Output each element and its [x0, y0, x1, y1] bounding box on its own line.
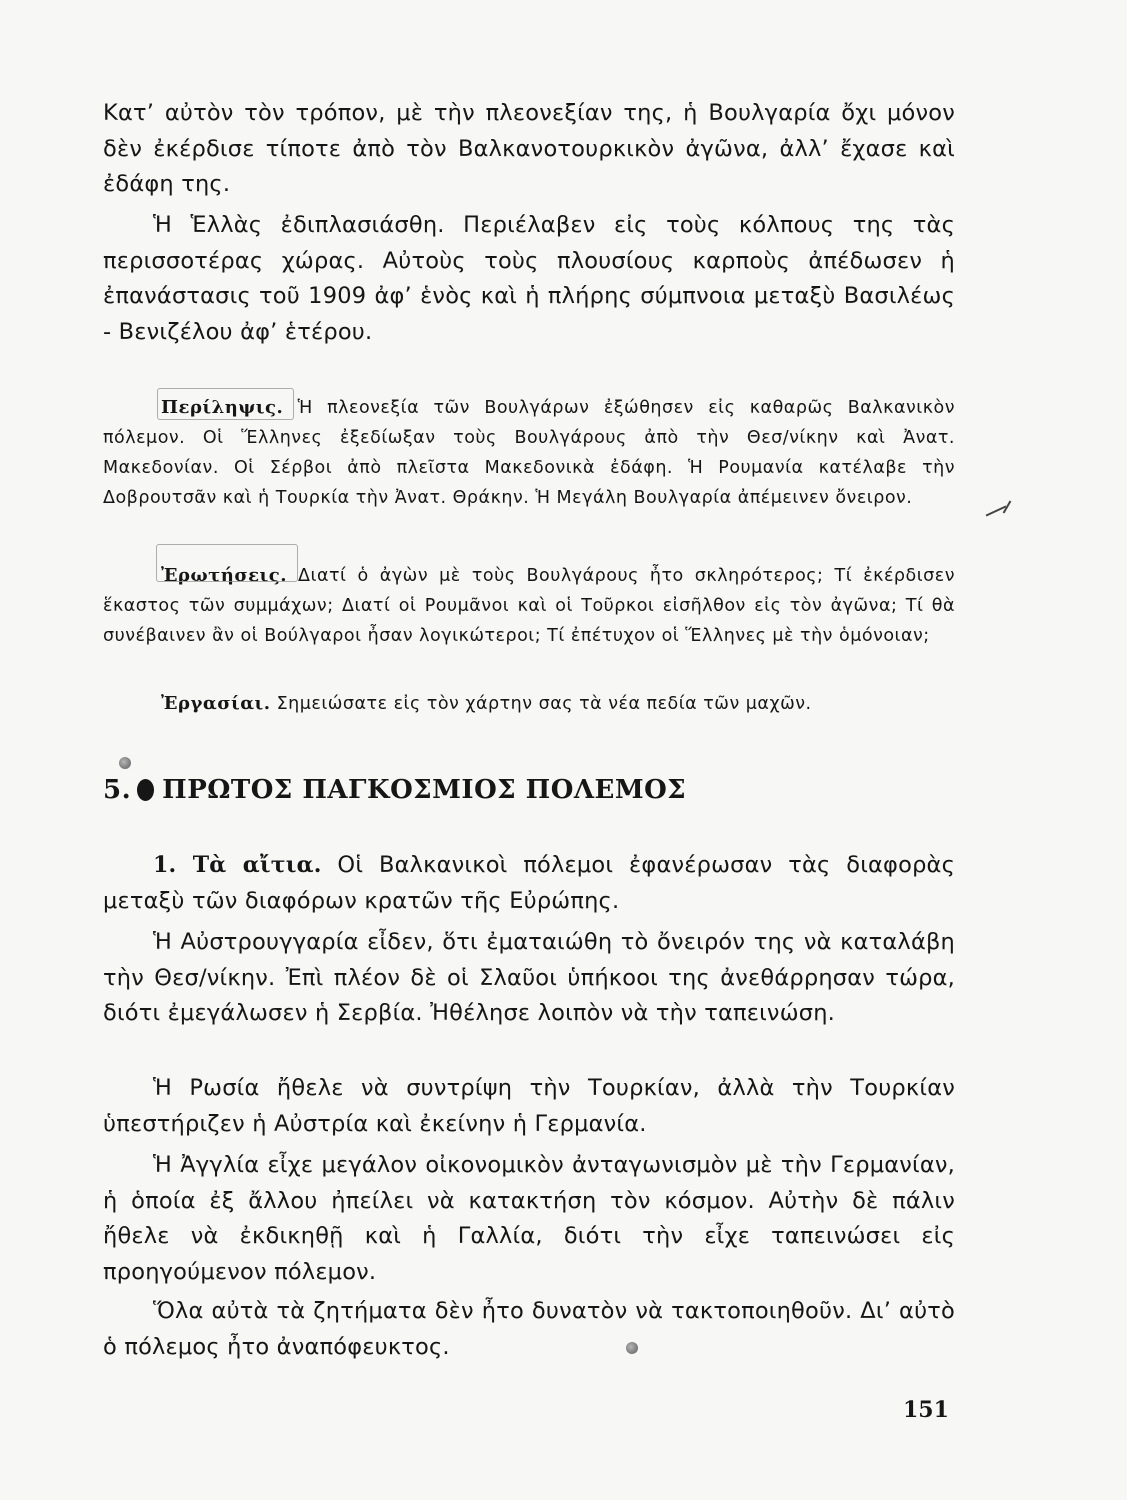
paragraph-russia: Ἡ Ρωσία ἤθελε νὰ συντρίψη τὴν Τουρκίαν, ἀλλὰ τὴν Τουρκίαν ὑπεστήριζεν ἡ Αὐστρία καὶ ἐκείνην ἡ Γερμανία. [103, 1075, 955, 1137]
paragraph-greece-doubled: Ἡ Ἑλλὰς ἐδιπλασιάσθη. Περιέλαβεν εἰς τοὺς κόλπους της τὰς περισσοτέρας χώρας. Αὐτοὺς τοὺς πλουσίους καρποὺς ἀπέδωσεν ἡ ἐπανάστασις τοῦ 1909 ἀφ’ ἑνὸς καὶ ἡ πλήρης σύμπνοια μεταξὺ Βασιλέως - Βενιζέλου ἀφ’ ἑτέρου. [103, 212, 955, 345]
pencil-box-mark [157, 388, 294, 420]
chapter-title: ΠΡΩΤΟΣ ΠΑΓΚΟΣΜΙΟΣ ΠΟΛΕΜΟΣ [162, 775, 687, 805]
exercises-text: Σημειώσατε εἰς τὸν χάρτην σας τὰ νέα πεδία τῶν μαχῶν. [270, 694, 812, 714]
summary-text: Ἡ πλεονεξία τῶν Βουλγάρων ἐξώθησεν εἰς καθαρῶς Βαλκανικὸν πόλεμον. Οἱ Ἕλληνες ἐξεδίωξαν τοὺς Βουλγάρους ἀπὸ τὴν Θεσ/νίκην καὶ Ἀνατ. Μακεδονίαν. Οἱ Σέρβοι ἀπὸ πλεῖστα Μακεδονικὰ ἐδάφη. Ἡ Ρουμανία κατέλαβε τὴν Δοβρουτσᾶν καὶ ἡ Τουρκία τὴν Ἀνατ. Θράκην. Ἡ Μεγάλη Βουλγαρία ἀπέμεινεν ὄνειρον. [103, 398, 955, 508]
page-number: 151 [903, 1397, 949, 1423]
section-heading: 1. Τὰ αἴτια. [153, 852, 322, 878]
chapter-number: 5. [103, 775, 132, 805]
exercises-block [103, 689, 955, 719]
pin-hole-mark [119, 757, 131, 769]
questions-text: Διατί ὁ ἀγὼν μὲ τοὺς Βουλγάρους ἦτο σκληρότερος; Τί ἐκέρδισεν ἕκαστος τῶν συμμάχων; Διατί οἱ Ρουμᾶνοι καὶ οἱ Τοῦρκοι εἰσῆλθον εἰς τὸν ἀγῶνα; Τί θὰ συνέβαινεν ἂν οἱ Βούλγαροι ἦσαν λογικώτεροι; Τί ἐπέτυχον οἱ Ἕλληνες μὲ τὴν ὁμόνοιαν; [103, 566, 955, 646]
pencil-box-mark [156, 544, 298, 582]
paragraph-england: Ἡ Ἀγγλία εἶχε μεγάλον οἰκονομικὸν ἀνταγωνισμὸν μὲ τὴν Γερμανίαν, ἡ ὁποία ἐξ ἄλλου ἠπείλει νὰ κατακτήση τὸν κόσμον. Αὐτὴν δὲ πάλιν ἤθελε νὰ ἐκδικηθῇ καὶ ἡ Γαλλία, διότι τὴν εἶχε ταπεινώσει εἰς προηγούμενον πόλεμον. [103, 1152, 955, 1285]
pin-hole-mark [626, 1342, 638, 1354]
paragraph-austria-hungary: Ἡ Αὐστρουγγαρία εἶδεν, ὅτι ἐματαιώθη τὸ ὄνειρόν της νὰ καταλάβη τὴν Θεσ/νίκην. Ἐπὶ πλέον δὲ οἱ Σλαῦοι ὑπήκοοι της ἀνεθάρρησαν τώρα, διότι ἐμεγάλωσεν ἡ Σερβία. Ἠθέλησε λοιπὸν νὰ τὴν ταπεινώση. [103, 929, 955, 1026]
bullet-icon [137, 779, 154, 801]
section-intro-text: Οἱ Βαλκανικοὶ πόλεμοι ἐφανέρωσαν τὰς διαφορὰς μεταξὺ τῶν διαφόρων κρατῶν τῆς Εὐρώπης. [103, 852, 955, 914]
paragraph-bulgaria-greed: Κατ’ αὐτὸν τὸν τρόπον, μὲ τὴν πλεονεξίαν της, ἡ Βουλγαρία ὄχι μόνον δὲν ἐκέρδισε τίποτε ἀπὸ τὸν Βαλκανοτουρκικὸν ἀγῶνα, ἀλλ’ ἔχασε καὶ ἐδάφη της. [103, 100, 955, 197]
chapter-heading [103, 775, 686, 805]
section-causes-intro [103, 848, 955, 919]
exercises-label: Ἐργασίαι. [161, 693, 271, 714]
questions-label: Ἐρωτήσεις. [161, 565, 287, 586]
summary-label: Περίληψις. [161, 397, 284, 418]
paragraph-conclusion: Ὅλα αὐτὰ τὰ ζητήματα δὲν ἦτο δυνατὸν νὰ τακτοποιηθοῦν. Δι’ αὐτὸ ὁ πόλεμος ἦτο ἀναπόφευκτος. [103, 1298, 955, 1360]
